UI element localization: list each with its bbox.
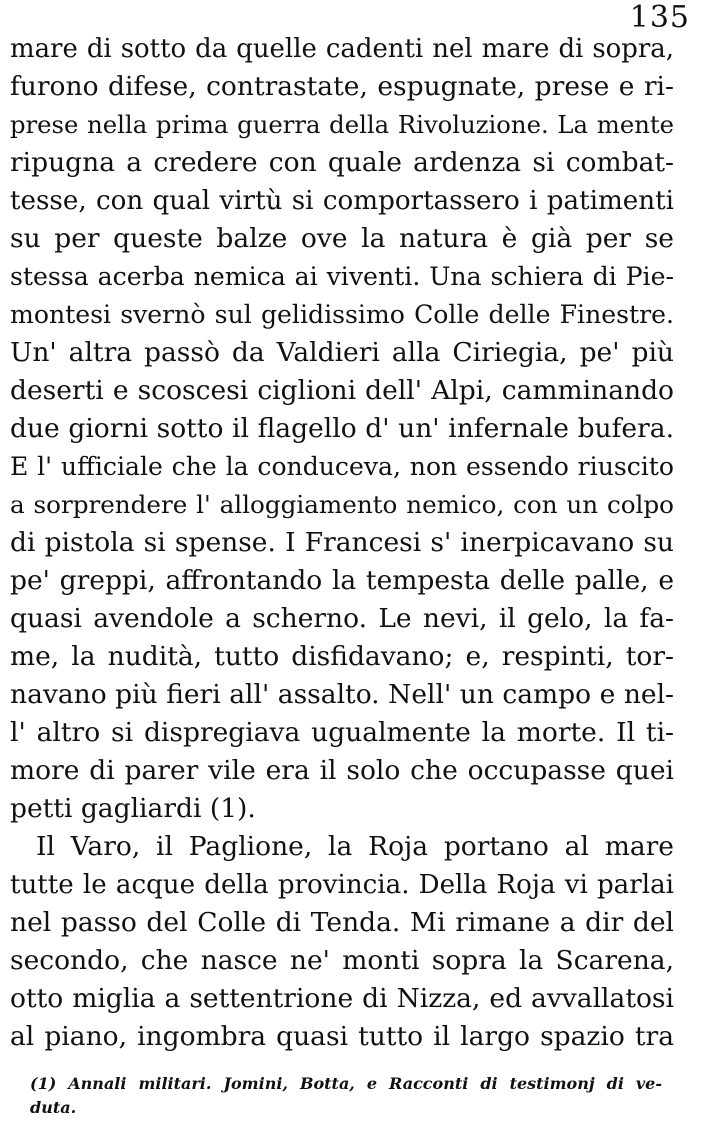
- footnote-line: duta.: [30, 1098, 77, 1117]
- text-line: mare di sotto da quelle cadenti nel mare di sopra,: [10, 34, 674, 64]
- text-line: E l' ufficiale che la conduceva, non essendo riuscito: [10, 452, 674, 481]
- body-text: [10, 30, 674, 1056]
- text-line: tutte le acque della provincia. Della Roja vi parlai: [10, 870, 674, 900]
- paragraph-1: [10, 30, 674, 828]
- text-line: Un' altra passò da Valdieri alla Ciriegia, pe' più: [10, 337, 674, 368]
- text-line: stessa acerba nemica ai viventi. Una schiera di Pie-: [10, 262, 674, 291]
- text-line: tesse, con qual virtù si comportassero i patimenti: [10, 186, 674, 216]
- footnote: [30, 1072, 662, 1120]
- paragraph-2: [10, 828, 674, 1056]
- text-line: otto miglia a settentrione di Nizza, ed avvallatosi: [10, 983, 674, 1014]
- text-line: deserti e scoscesi ciglioni dell' Alpi, camminando: [10, 375, 674, 406]
- text-line: al piano, ingombra quasi tutto il largo spazio tra: [10, 1021, 674, 1052]
- text-line: di pistola si spense. I Francesi s' inerpicavano su: [10, 527, 674, 558]
- footnote-line: (1) Annali militari. Jomini, Botta, e Racconti di testimonj di ve-: [30, 1074, 662, 1093]
- page-number: 135: [629, 0, 690, 35]
- text-line: ripugna a credere con quale ardenza si combat-: [10, 147, 674, 178]
- text-line: su per queste balze ove la natura è già per se: [10, 223, 674, 254]
- text-line: petti gagliardi (1).: [10, 793, 256, 824]
- text-line: nel passo del Colle di Tenda. Mi rimane a dir del: [10, 907, 674, 938]
- text-line: secondo, che nasce ne' monti sopra la Scarena,: [10, 945, 674, 976]
- text-line: prese nella prima guerra della Rivoluzione. La mente: [10, 110, 674, 139]
- text-line: l' altro si dispregiava ugualmente la morte. Il ti-: [10, 717, 674, 748]
- text-line: furono difese, contrastate, espugnate, prese e ri-: [10, 71, 674, 102]
- text-line: due giorni sotto il flagello d' un' infernale bufera.: [10, 413, 674, 444]
- text-line: montesi svernò sul gelidissimo Colle delle Finestre.: [10, 300, 674, 329]
- text-line: pe' greppi, affrontando la tempesta delle palle, e: [10, 565, 674, 596]
- text-line: quasi avendole a scherno. Le nevi, il gelo, la fa-: [10, 603, 674, 634]
- text-line: navano più fieri all' assalto. Nell' un campo e nel-: [10, 679, 674, 710]
- text-line: a sorprendere l' alloggiamento nemico, con un colpo: [10, 490, 674, 519]
- text-line: me, la nudità, tutto disfidavano; e, respinti, tor-: [10, 641, 674, 672]
- text-line: Il Varo, il Paglione, la Roja portano al mare: [36, 831, 674, 862]
- text-line: more di parer vile era il solo che occupasse quei: [10, 755, 674, 786]
